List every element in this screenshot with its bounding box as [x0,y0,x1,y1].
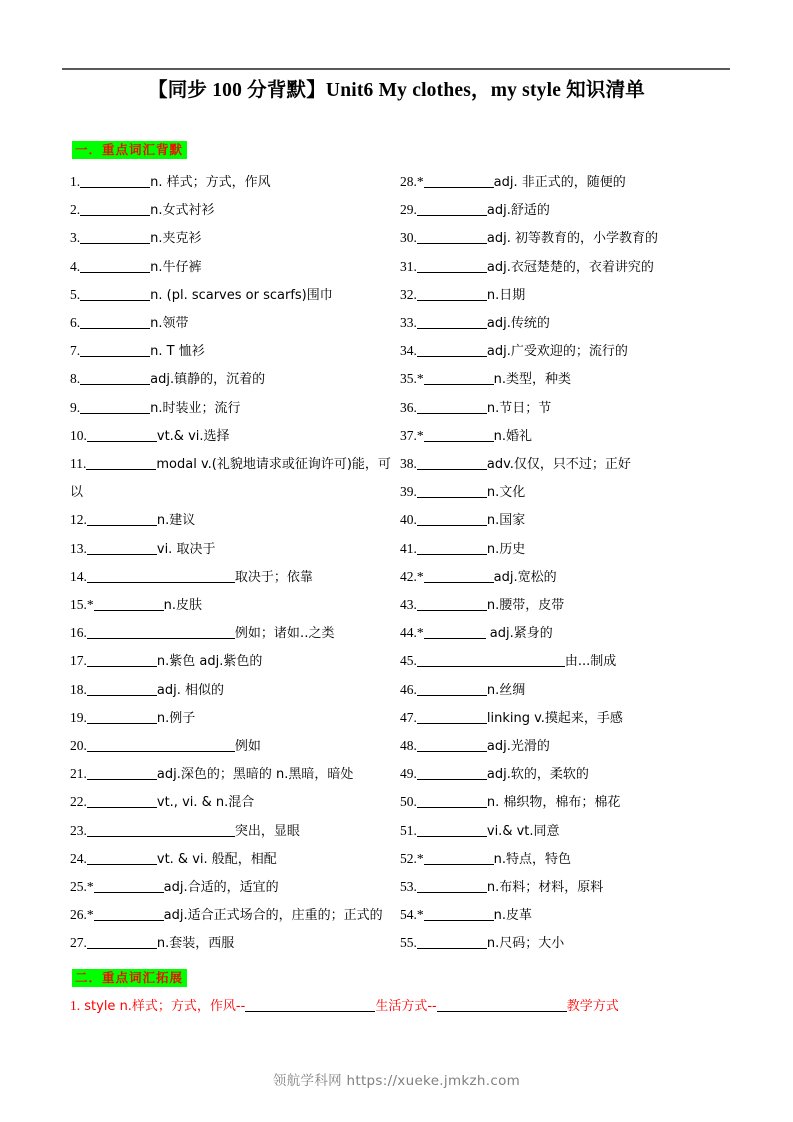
entry-definition: adj.合适的，适宜的 [163,880,279,896]
answer-blank[interactable] [424,570,494,583]
answer-blank[interactable] [424,429,494,442]
answer-blank[interactable] [87,513,157,526]
vocabulary-column-left [70,168,395,958]
vocabulary-entry [400,704,740,732]
answer-blank[interactable] [417,288,487,301]
answer-blank[interactable] [87,429,157,442]
answer-blank[interactable] [417,485,487,498]
entry-number: 18. [70,681,87,697]
star-marker-icon: * [86,907,94,923]
entry-definition: adj.广受欢迎的；流行的 [486,344,628,360]
answer-blank[interactable] [424,626,486,639]
entry-definition: adj.深色的；黑暗的 n.黑暗，暗处 [156,767,354,783]
vocabulary-entry [70,591,395,619]
entry-definition: adj. 初等教育的，小学教育的 [486,231,658,247]
entry-definition: adj. 非正式的，随便的 [493,175,626,190]
entry-definition: adj.舒适的 [486,203,550,219]
vocabulary-entry [400,168,740,196]
entry-number: 25. [70,879,87,895]
vocabulary-entry [400,450,740,478]
section-heading-vocab-expand: 二．重点词汇拓展 [72,969,187,987]
vocabulary-entry [70,619,395,647]
answer-blank[interactable] [424,372,494,385]
entry-definition: n.皮肤 [163,598,202,614]
answer-blank[interactable] [87,852,157,865]
entry-number: 10. [70,427,87,443]
answer-blank[interactable] [417,795,487,808]
entry-number: 33. [400,315,417,331]
answer-blank[interactable] [417,401,487,414]
entry-number: 38. [400,456,417,472]
entry-number: 8. [70,371,81,387]
entry-number: 55. [400,935,417,951]
vocabulary-entry [70,647,395,675]
vocabulary-entry [70,817,395,845]
star-marker-icon: * [416,850,424,866]
answer-blank[interactable] [245,999,375,1012]
entry-definition: n.腰带，皮带 [486,598,565,614]
answer-blank[interactable] [417,739,487,752]
vocabulary-entry [400,676,740,704]
entry-number: 20. [70,738,87,754]
footer-watermark: 领航学科网 https://xueke.jmkzh.com [272,1073,521,1089]
entry-definition: vi. 取决于 [156,541,216,557]
vocabulary-entry [70,760,395,788]
entry-definition: adj.传统的 [486,316,550,332]
entry-definition: modal v.(礼貌地请求或征询许可)能，可以 [70,457,391,501]
vocabulary-entry [70,873,395,901]
vocabulary-entry [400,619,740,647]
vocabulary-entry [70,704,395,732]
star-marker-icon: * [416,568,424,584]
entry-number: 46. [400,681,417,697]
entry-number: 54. [400,907,417,923]
entry-definition: 例如；诸如‥之类 [234,626,335,642]
answer-blank[interactable] [87,654,157,667]
vocabulary-entry [70,845,395,873]
answer-blank[interactable] [417,260,487,273]
answer-blank[interactable] [86,457,156,470]
answer-blank[interactable] [87,711,157,724]
answer-blank[interactable] [87,824,235,837]
vocabulary-entry [400,196,740,224]
entry-definition: n.类型，种类 [493,372,571,388]
vocabulary-entry [400,309,740,337]
answer-blank[interactable] [424,852,494,865]
entry-number: 47. [400,709,417,725]
entry-definition: n.例子 [156,710,196,726]
expand-entry-number: 1. [70,998,81,1013]
vocabulary-entry [400,647,740,675]
vocabulary-entry [400,788,740,816]
entry-definition: n.牛仔裤 [150,259,202,275]
vocabulary-entry [70,676,395,704]
entry-definition: n. 样式；方式，作风 [150,175,271,190]
entry-definition: n.皮革 [493,908,532,924]
vocabulary-entry [400,365,740,393]
entry-number: 37. [400,427,417,443]
entry-number: 11. [70,456,87,472]
entry-number: 5. [70,286,81,302]
entry-definition: n.日期 [486,287,526,303]
entry-number: 45. [400,653,417,669]
star-marker-icon: * [416,427,424,443]
answer-blank[interactable] [80,316,150,329]
answer-blank[interactable] [94,880,164,893]
entry-definition: vt., vi. & n.混合 [156,795,255,811]
vocabulary-entry [70,281,395,309]
answer-blank[interactable] [417,203,487,216]
vocabulary-entry [70,929,395,957]
vocabulary-entry [70,309,395,337]
star-marker-icon: * [416,625,424,641]
entry-definition: n.套装，西服 [156,936,235,952]
answer-blank[interactable] [417,880,487,893]
entry-number: 21. [70,766,87,782]
entry-definition: 突出，显眼 [234,823,300,839]
entry-number: 19. [70,709,87,725]
entry-definition: n.国家 [486,513,526,529]
entry-number: 32. [400,286,417,302]
entry-number: 23. [70,822,87,838]
entry-number: 24. [70,850,87,866]
vocabulary-entry [70,168,395,196]
vocabulary-entry [400,506,740,534]
entry-number: 22. [70,794,87,810]
answer-blank[interactable] [80,372,150,385]
entry-definition: linking v.摸起来，手感 [486,710,623,726]
answer-blank[interactable] [80,203,150,216]
answer-blank[interactable] [87,542,157,555]
entry-definition: vt.& vi.选择 [156,428,230,444]
vocabulary-entry [400,563,740,591]
answer-blank[interactable] [417,598,487,611]
entry-definition: 取决于；依靠 [234,569,313,585]
vocabulary-entry [70,253,395,281]
entry-number: 29. [400,202,417,218]
header-rule [62,68,730,70]
answer-blank[interactable] [417,711,487,724]
entry-number: 49. [400,766,417,782]
entry-definition: n.建议 [156,513,196,529]
entry-definition: n.紫色 adj.紫色的 [156,654,263,670]
vocabulary-entry [400,845,740,873]
entry-definition: adj.镇静的，沉着的 [150,372,266,388]
entry-definition: adj.适合正式场合的，庄重的；正式的 [163,908,383,924]
expand-item-style [70,996,730,1017]
entry-number: 53. [400,879,417,895]
entry-number: 41. [400,540,417,556]
entry-number: 2. [70,202,81,218]
answer-blank[interactable] [87,795,157,808]
star-marker-icon: * [86,879,94,895]
answer-blank[interactable] [417,344,487,357]
answer-blank[interactable] [87,739,235,752]
answer-blank[interactable] [94,908,164,921]
entry-definition: adv.仅仅，只不过；正好 [486,457,631,473]
entry-definition: n. 棉织物，棉布；棉花 [486,795,621,811]
entry-number: 4. [70,258,81,274]
entry-number: 1. [70,174,81,189]
entry-definition: 例如 [234,739,261,755]
entry-number: 6. [70,315,81,331]
entry-definition: n.特点，特色 [493,851,571,867]
entry-number: 17. [70,653,87,669]
entry-number: 35. [400,371,417,387]
answer-blank[interactable] [417,936,487,949]
entry-definition: adj.宽松的 [493,569,557,585]
entry-number: 44. [400,625,417,641]
entry-number: 26. [70,907,87,923]
entry-number: 48. [400,738,417,754]
star-marker-icon: * [416,907,424,923]
answer-blank[interactable] [87,570,235,583]
star-marker-icon: * [86,597,94,613]
vocabulary-entry [70,506,395,534]
entry-number: 27. [70,935,87,951]
entry-definition: adj.软的，柔软的 [486,767,589,783]
vocabulary-entry [70,901,395,929]
entry-definition: n.节日；节 [486,400,552,416]
answer-blank[interactable] [80,175,150,188]
vocabulary-entry [400,478,740,506]
vocabulary-entry [70,196,395,224]
star-marker-icon: * [416,174,424,189]
entry-definition: n.文化 [486,485,526,501]
answer-blank[interactable] [417,654,565,667]
vocabulary-entry [400,817,740,845]
entry-number: 42. [400,568,417,584]
section-heading-vocab-recite: 一．重点词汇背默 [72,141,187,159]
vocabulary-column-right [400,168,740,958]
vocabulary-entry [70,450,395,506]
entry-number: 39. [400,484,417,500]
answer-blank[interactable] [417,542,487,555]
vocabulary-entry [70,337,395,365]
entry-definition: n.领带 [150,316,189,332]
expand-headword: style n.样式；方式，作风-- [80,999,246,1014]
entry-definition: 由...制成 [564,654,617,670]
vocabulary-entry [70,224,395,252]
answer-blank[interactable] [87,683,157,696]
entry-definition: n. (pl. scarves or scarfs)围巾 [150,287,333,303]
vocabulary-entry [400,224,740,252]
entry-definition: n.历史 [486,541,526,557]
entry-number: 30. [400,230,417,246]
entry-definition: adj.衣冠楚楚的，衣着讲究的 [486,259,654,275]
vocabulary-entry [400,337,740,365]
answer-blank[interactable] [417,513,487,526]
vocabulary-entry [70,788,395,816]
entry-definition: adj.光滑的 [486,739,550,755]
entry-number: 9. [70,399,81,415]
entry-number: 28. [400,174,417,189]
expand-middle-gloss: 生活方式-- [375,999,437,1014]
entry-number: 15. [70,597,87,613]
vocabulary-entry [400,929,740,957]
vocabulary-entry [70,732,395,760]
entry-definition: adj.紧身的 [485,626,553,642]
entry-definition: vi.& vt.同意 [486,823,560,839]
entry-definition: n.布料；材料，原料 [486,880,604,896]
entry-definition: n.丝绸 [486,682,526,698]
vocabulary-entry [400,591,740,619]
entry-number: 12. [70,512,87,528]
entry-definition: n.女式衬衫 [150,203,215,219]
answer-blank[interactable] [94,598,164,611]
entry-definition: vt. & vi. 般配，相配 [156,851,277,867]
answer-blank[interactable] [80,288,150,301]
answer-blank[interactable] [417,231,487,244]
answer-blank[interactable] [87,936,157,949]
entry-definition: n. T 恤衫 [150,344,205,360]
entry-number: 36. [400,399,417,415]
entry-number: 16. [70,625,87,641]
answer-blank[interactable] [87,626,235,639]
entry-number: 3. [70,230,81,246]
answer-blank[interactable] [417,457,487,470]
page-title: 【同步 100 分背默】Unit6 My clothes，my style 知识清单 [148,80,645,101]
entry-number: 14. [70,568,87,584]
answer-blank[interactable] [424,908,494,921]
entry-number: 52. [400,850,417,866]
entry-definition: n.婚礼 [493,428,532,444]
vocabulary-entry [70,394,395,422]
vocabulary-entry [400,873,740,901]
answer-blank[interactable] [417,824,487,837]
expand-tail-gloss: 教学方式 [566,999,619,1014]
vocabulary-entry [400,422,740,450]
vocabulary-entry [400,253,740,281]
vocabulary-entry [70,535,395,563]
vocabulary-entry [400,281,740,309]
entry-number: 40. [400,512,417,528]
entry-definition: n.尺码；大小 [486,936,565,952]
vocabulary-entry [400,732,740,760]
answer-blank[interactable] [80,231,150,244]
answer-blank[interactable] [424,175,494,188]
star-marker-icon: * [416,371,424,387]
entry-number: 7. [70,343,81,359]
entry-definition: n.时装业；流行 [150,400,241,416]
vocabulary-entry [400,901,740,929]
entry-number: 13. [70,540,87,556]
vocabulary-entry [400,394,740,422]
answer-blank[interactable] [417,767,487,780]
entry-definition: n.夹克衫 [150,231,202,247]
entry-number: 43. [400,597,417,613]
entry-number: 50. [400,794,417,810]
answer-blank[interactable] [80,344,150,357]
answer-blank[interactable] [437,999,567,1012]
vocabulary-entry [400,535,740,563]
answer-blank[interactable] [417,316,487,329]
vocabulary-entry [70,563,395,591]
answer-blank[interactable] [80,401,150,414]
entry-number: 51. [400,822,417,838]
answer-blank[interactable] [417,683,487,696]
entry-definition: adj. 相似的 [156,682,224,698]
vocabulary-entry [400,760,740,788]
entry-number: 34. [400,343,417,359]
entry-number: 31. [400,258,417,274]
vocabulary-entry [70,365,395,393]
answer-blank[interactable] [80,260,150,273]
answer-blank[interactable] [87,767,157,780]
vocabulary-entry [70,422,395,450]
